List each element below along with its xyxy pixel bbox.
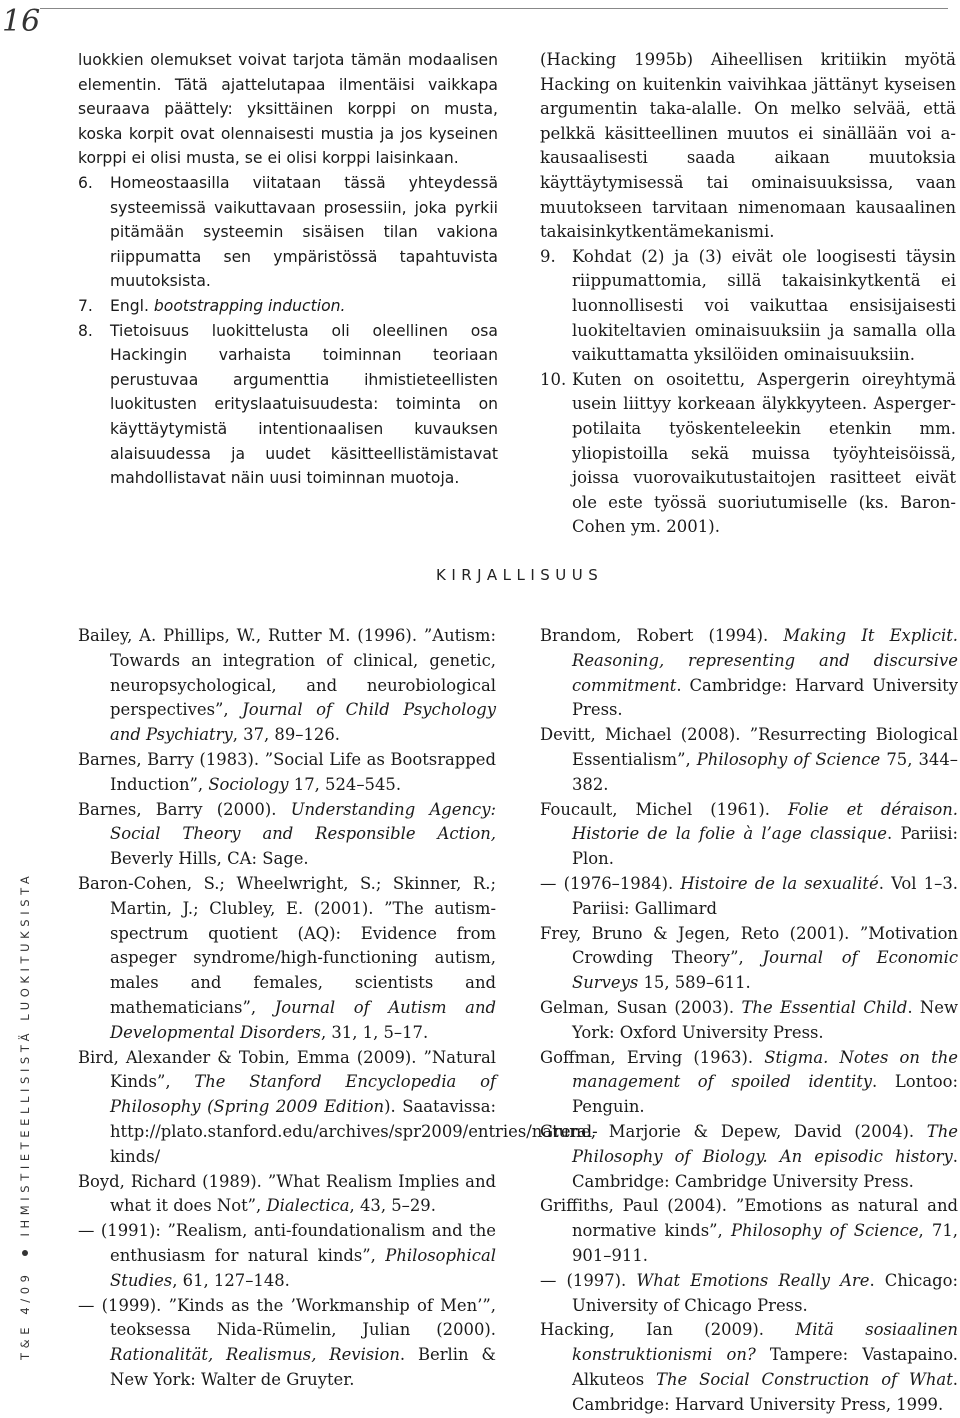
note-number: 9. [540,246,556,266]
reference-entry: Baron-Cohen, S.; Wheelwright, S.; Skinner, R.; Martin, J.; Clubley, E. (2001). ”The autism-spectrum quotient (AQ): Evidence from aspeger syndrome/high-functioning autism, males and females, scientists and mathematicians”, Journal of Autism and Developmental Disorders, 31, 1, 5–17. [78,873,496,1042]
note-9 [540,245,956,368]
reference-entry: Bird, Alexander & Tobin, Emma (2009). ”Natural Kinds”, The Stanford Encyclopedia of Philosophy (Spring 2009 Edition). Saatavissa: http://plato.stanford.edu/archives/spr2009/entries/natural-kinds/ [78,1047,598,1166]
top-rule [40,8,948,9]
note-6 [78,171,498,294]
reference-entry: Barnes, Barry (2000). Understanding Agency: Social Theory and Responsible Action, Beverly Hills, CA: Sage. [78,799,496,869]
note-text: Tietoisuus luokittelusta oli oleellinen osa Hackingin varhaista toiminnan teoriaan perustuvaa argumenttia ihmistieteellisten luokitusten erityslaatuisuudesta: toiminta on käyttäytymistä intentionaalisen kuvauksen alaisuudessa ja uudet käsitteellistämistavat mahdollistavat näin uusi toiminnan muotoja. [110,321,498,488]
note-text: Kuten on osoitettu, Aspergerin oireyhtymä usein liittyy korkeaan älykkyyteen. Asperger-potilaita työskenteleekin etenkin mm. yliopistoilla sekä muissa työyhteisöissä, joissa vuorovaikutustaitojen rasitteet eivät ole este työssä suoriutumiselle (ks. Baron-Cohen ym. 2001). [572,369,956,537]
notes-left-column [78,48,498,491]
note-text: Engl. [110,296,154,315]
journal-issue: T&E 4/09 [18,1270,32,1360]
reference-entry: Griffiths, Paul (2004). ”Emotions as natural and normative kinds”, Philosophy of Science, 71, 901–911. [540,1196,958,1265]
note-continuation: luokkien olemukset voivat tarjota tämän modaalisen elementin. Tätä ajattelutapaa ilmentäisi vaikkapa seuraava päättely: yksittäinen korppi on musta, koska korpit ovat olennaisesti mustia ja jos kyseinen korppi ei olisi musta, se ei olisi korppi laisinkaan. [78,51,498,168]
note-10 [540,368,956,540]
side-margin [0,0,41,1392]
bibliography-right-column [540,624,958,1418]
reference-entry: Foucault, Michel (1961). Folie et déraison. Historie de la folie à l’age classique. Pariisi: Plon. [540,799,959,869]
bullet-dot-icon [22,1250,28,1256]
note-number: 8. [78,321,93,340]
reference-entry: Grene, Marjorie & Depew, David (2004). The Philosophy of Biology. An episodic history. Cambridge: Cambridge University Press. [540,1121,958,1191]
note-continuation: (Hacking 1995b) Aiheellisen kritiikin myötä Hacking on kuitenkin vaivihkaa jättänyt kyseisen argumentin taka-alalle. On melko selvää, että pelkkä käsitteellinen muutos ei sinällään voi a-kausaalisesti saada aikaan muutoksia käyttäytymisessä tai ominaisuuksissa, vaan muutokseen tarvitaan nimenomaan kausaalinen takaisinkytkentämekanismi. [540,50,956,242]
reference-entry: — (1997). What Emotions Really Are. Chicago: University of Chicago Press. [540,1270,958,1315]
reference-entry: Devitt, Michael (2008). ”Resurrecting Biological Essentialism”, Philosophy of Science 75, 344–382. [540,725,958,794]
reference-entry: Brandom, Robert (1994). Making It Explicit. Reasoning, representing and discursive commitment. Cambridge: Harvard University Press. [540,626,958,720]
reference-entry: Gelman, Susan (2003). The Essential Child. New York: Oxford University Press. [540,997,958,1042]
note-number: 10. [540,369,567,389]
bibliography-heading: KIRJALLISUUS [436,566,604,584]
note-8 [78,319,498,491]
note-number: 6. [78,173,93,192]
reference-entry: Barnes, Barry (1983). ”Social Life as Bootsrapped Induction”, Sociology 17, 524–545. [78,749,496,794]
note-number: 7. [78,296,93,315]
note-text: Homeostaasilla viitataan tässä yhteydessä systeemissä vaikuttavaan prosessiin, joka pyrkii pitämään systeemin sisäisen tilan vakiona riippumatta sen ympäristössä tapahtuvista muutoksista. [110,173,498,291]
reference-entry: Goffman, Erving (1963). Stigma. Notes on the management of spoiled identity. Lontoo: Penguin. [540,1047,958,1117]
article-title: IHMISTIETEELLISISTÄ LUOKITUKSISTA [18,871,32,1237]
reference-entry: Frey, Bruno & Jegen, Reto (2001). ”Motivation Crowding Theory”, Journal of Economic Surveys 15, 589–611. [540,923,958,993]
note-7 [78,294,498,319]
reference-entry: Bailey, A. Phillips, W., Rutter M. (1996). ”Autism: Towards an integration of clinical, genetic, neuropsychological, and neurobiological perspectives”, Journal of Child Psychology and Psychiatry, 37, 89–126. [78,626,497,745]
reference-entry: — (1991): ”Realism, anti-foundationalism and the enthusiasm for natural kinds”, Philosophical Studies, 61, 127–148. [78,1221,496,1290]
note-term: bootstrapping induction. [153,296,346,315]
note-text: Kohdat (2) ja (3) eivät ole loogisesti täysin riippumattomia, sillä takaisinkytkentä ei luonnollisesti voi vaikuttaa ensisijaisesti luokiteltavien ominaisuuksiin ja samalla olla vaikuttamatta yksilöiden ominaisuuksiin. [572,246,956,365]
page-number: 16 [2,4,41,39]
reference-entry: Boyd, Richard (1989). ”What Realism Implies and what it does Not”, Dialectica, 43, 5–29. [78,1171,496,1216]
notes-right-column [540,48,956,540]
running-head [18,872,32,1360]
reference-entry: — (1976–1984). Histoire de la sexualité. Vol 1–3. Pariisi: Gallimard [540,873,958,918]
bibliography-left-column [78,624,598,1393]
reference-entry: — (1999). ”Kinds as the ’Workmanship of Men’”, teoksessa Nida-Rümelin, Julian (2000). Rationalität, Realismus, Revision. Berlin & New York: Walter de Gruyter. [78,1295,496,1389]
reference-entry: Hacking, Ian (2009). Mitä sosiaalinen konstruktionismi on? Tampere: Vastapaino. Alkuteos The Social Construction of What. Cambridge: Harvard University Press, 1999. [540,1320,959,1414]
